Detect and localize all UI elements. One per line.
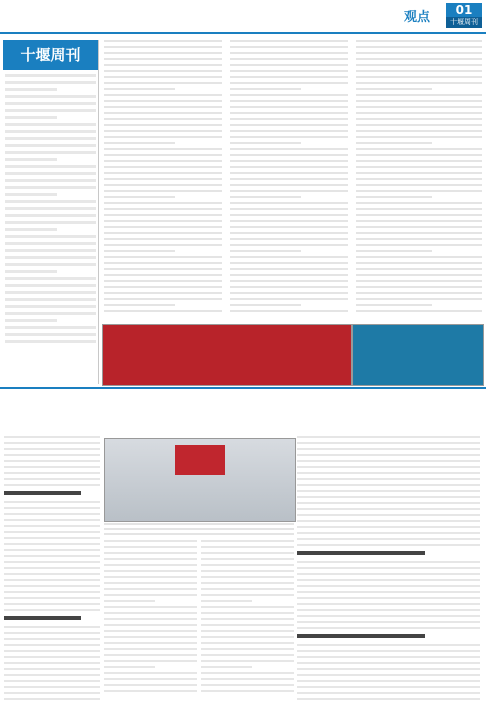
text-line	[104, 232, 222, 234]
text-line	[230, 40, 348, 42]
text-line	[104, 46, 222, 48]
text-line	[356, 256, 482, 258]
text-line	[201, 582, 294, 584]
text-line	[201, 678, 294, 680]
text-line	[356, 166, 482, 168]
page-number-badge: 01	[446, 3, 482, 17]
text-line	[230, 70, 348, 72]
text-line	[297, 454, 480, 456]
text-line	[230, 286, 348, 288]
text-line	[104, 672, 197, 674]
text-line	[201, 606, 294, 608]
text-line	[297, 532, 480, 534]
text-line	[297, 478, 480, 480]
text-line	[230, 208, 348, 210]
text-line	[356, 112, 482, 114]
text-line	[297, 567, 480, 569]
text-line	[297, 448, 480, 450]
text-line	[4, 478, 100, 480]
text-line	[4, 460, 100, 462]
text-line	[230, 256, 348, 258]
text-line	[230, 220, 348, 222]
text-line	[104, 202, 222, 204]
text-line	[104, 552, 197, 554]
article-body-column-left	[4, 436, 100, 700]
text-line	[201, 666, 252, 668]
text-line	[4, 656, 100, 658]
text-line	[356, 154, 482, 156]
text-line	[4, 686, 100, 688]
text-line	[356, 244, 482, 246]
advertisement-left	[102, 324, 352, 386]
text-line	[297, 436, 480, 438]
subheading-line	[297, 634, 425, 638]
text-line	[201, 690, 294, 692]
text-line	[104, 678, 197, 680]
text-line	[4, 442, 100, 444]
text-line	[104, 172, 222, 174]
text-line	[356, 286, 482, 288]
text-line	[297, 668, 480, 670]
text-line	[230, 232, 348, 234]
text-line	[356, 238, 482, 240]
text-line	[356, 40, 482, 42]
text-line	[230, 100, 348, 102]
text-line	[230, 298, 348, 300]
text-line	[356, 82, 482, 84]
text-line	[201, 576, 294, 578]
text-line	[297, 591, 480, 593]
text-line	[356, 100, 482, 102]
article-photo	[104, 438, 296, 522]
subheading-line	[297, 551, 425, 555]
text-line	[297, 490, 480, 492]
text-line	[104, 660, 197, 662]
text-line	[4, 644, 100, 646]
top-article-column-1	[104, 40, 222, 320]
text-line	[104, 523, 294, 525]
text-line	[230, 190, 348, 192]
text-line	[104, 64, 222, 66]
text-line	[104, 594, 197, 596]
text-line	[104, 310, 222, 312]
text-line	[356, 130, 482, 132]
text-line	[104, 76, 222, 78]
text-line	[4, 674, 100, 676]
text-line	[356, 178, 482, 180]
text-line	[297, 460, 480, 462]
text-line	[4, 632, 100, 634]
text-line	[4, 662, 100, 664]
text-line	[297, 615, 480, 617]
text-line	[297, 680, 480, 682]
text-line	[104, 124, 222, 126]
text-line	[230, 46, 348, 48]
text-line	[104, 196, 175, 198]
text-line	[230, 166, 348, 168]
text-line	[104, 220, 222, 222]
text-line	[230, 310, 348, 312]
text-line	[201, 564, 294, 566]
photo-caption	[104, 523, 294, 537]
top-article-column-2	[230, 40, 348, 320]
text-line	[230, 58, 348, 60]
text-line	[104, 654, 197, 656]
text-line	[4, 591, 100, 593]
text-line	[104, 684, 197, 686]
text-line	[104, 298, 222, 300]
text-line	[4, 519, 100, 521]
text-line	[104, 136, 222, 138]
text-line	[4, 531, 100, 533]
text-line	[297, 496, 480, 498]
text-line	[201, 570, 294, 572]
text-line	[356, 310, 482, 312]
text-line	[201, 612, 294, 614]
text-line	[4, 484, 100, 486]
top-article-column-3	[356, 40, 482, 320]
text-line	[104, 618, 197, 620]
text-line	[297, 579, 480, 581]
text-line	[297, 442, 480, 444]
article-body-column-mid-1	[104, 540, 197, 700]
text-line	[201, 558, 294, 560]
text-line	[104, 280, 222, 282]
text-line	[356, 304, 432, 306]
text-line	[297, 520, 480, 522]
text-line	[230, 202, 348, 204]
text-line	[356, 280, 482, 282]
text-line	[356, 172, 482, 174]
text-line	[104, 304, 175, 306]
text-line	[104, 142, 175, 144]
text-line	[104, 558, 197, 560]
text-line	[4, 555, 100, 557]
text-line	[104, 58, 222, 60]
text-line	[356, 136, 482, 138]
text-line	[356, 88, 432, 90]
text-line	[104, 606, 197, 608]
text-line	[356, 94, 482, 96]
text-line	[356, 118, 482, 120]
text-line	[201, 684, 294, 686]
subheading-line	[4, 491, 81, 495]
article-body-column-right	[297, 436, 480, 700]
text-line	[356, 190, 482, 192]
text-line	[230, 238, 348, 240]
text-line	[230, 262, 348, 264]
text-line	[104, 642, 197, 644]
text-line	[230, 130, 348, 132]
text-line	[4, 513, 100, 515]
text-line	[297, 627, 480, 629]
text-line	[104, 40, 222, 42]
text-line	[104, 612, 197, 614]
text-line	[230, 136, 348, 138]
text-line	[104, 582, 197, 584]
text-line	[230, 226, 348, 228]
text-line	[104, 154, 222, 156]
text-line	[356, 52, 482, 54]
text-line	[356, 184, 482, 186]
text-line	[356, 226, 482, 228]
text-line	[104, 690, 197, 692]
text-line	[356, 106, 482, 108]
text-line	[297, 674, 480, 676]
text-line	[104, 178, 222, 180]
text-line	[230, 118, 348, 120]
text-line	[104, 546, 197, 548]
text-line	[230, 154, 348, 156]
text-line	[297, 585, 480, 587]
text-line	[297, 686, 480, 688]
text-line	[356, 220, 482, 222]
text-line	[104, 292, 222, 294]
text-line	[356, 262, 482, 264]
text-line	[104, 630, 197, 632]
text-line	[230, 112, 348, 114]
text-line	[201, 660, 294, 662]
masthead-sidebar	[3, 40, 99, 384]
text-line	[104, 600, 155, 602]
text-line	[201, 630, 294, 632]
text-line	[356, 46, 482, 48]
paper-name-badge: 十堰周刊	[446, 17, 482, 28]
text-line	[4, 436, 100, 438]
text-line	[104, 576, 197, 578]
text-line	[356, 232, 482, 234]
text-line	[104, 528, 294, 530]
text-line	[104, 244, 222, 246]
text-line	[201, 648, 294, 650]
text-line	[201, 654, 294, 656]
text-line	[4, 525, 100, 527]
text-line	[4, 638, 100, 640]
section-divider	[0, 387, 486, 389]
text-line	[356, 124, 482, 126]
text-line	[104, 214, 222, 216]
text-line	[297, 514, 480, 516]
text-line	[4, 543, 100, 545]
text-line	[230, 52, 348, 54]
text-line	[104, 564, 197, 566]
text-line	[356, 70, 482, 72]
text-line	[4, 549, 100, 551]
text-line	[4, 585, 100, 587]
text-line	[104, 94, 222, 96]
text-line	[4, 692, 100, 694]
text-line	[230, 76, 348, 78]
text-line	[4, 609, 100, 611]
text-line	[230, 304, 301, 306]
text-line	[297, 466, 480, 468]
text-line	[356, 202, 482, 204]
text-line	[201, 588, 294, 590]
text-line	[297, 656, 480, 658]
text-line	[201, 594, 294, 596]
text-line	[230, 106, 348, 108]
text-line	[230, 148, 348, 150]
text-line	[104, 570, 197, 572]
text-line	[230, 268, 348, 270]
text-line	[230, 172, 348, 174]
text-line	[201, 600, 252, 602]
text-line	[230, 94, 348, 96]
text-line	[104, 208, 222, 210]
text-line	[230, 88, 301, 90]
text-line	[297, 502, 480, 504]
text-line	[356, 274, 482, 276]
text-line	[201, 552, 294, 554]
text-line	[356, 196, 432, 198]
text-line	[230, 124, 348, 126]
photo-banner	[175, 445, 225, 475]
text-line	[230, 64, 348, 66]
text-line	[104, 160, 222, 162]
text-line	[201, 636, 294, 638]
text-line	[104, 130, 222, 132]
text-line	[297, 508, 480, 510]
text-line	[104, 624, 197, 626]
text-line	[356, 268, 482, 270]
text-line	[297, 698, 480, 700]
text-line	[104, 588, 197, 590]
text-line	[104, 88, 175, 90]
text-line	[104, 190, 222, 192]
text-line	[356, 214, 482, 216]
text-line	[297, 526, 480, 528]
text-line	[230, 280, 348, 282]
text-line	[230, 160, 348, 162]
text-line	[104, 666, 155, 668]
text-line	[297, 621, 480, 623]
text-line	[297, 644, 480, 646]
text-line	[4, 567, 100, 569]
text-line	[4, 573, 100, 575]
text-line	[4, 626, 100, 628]
text-line	[4, 561, 100, 563]
text-line	[356, 142, 432, 144]
text-line	[104, 118, 222, 120]
text-line	[230, 196, 301, 198]
text-line	[104, 148, 222, 150]
text-line	[4, 698, 100, 700]
text-line	[356, 160, 482, 162]
text-line	[104, 286, 222, 288]
text-line	[356, 64, 482, 66]
text-line	[104, 533, 294, 535]
text-line	[230, 292, 348, 294]
text-line	[4, 507, 100, 509]
text-line	[104, 112, 222, 114]
text-line	[201, 642, 294, 644]
text-line	[104, 238, 222, 240]
text-line	[297, 662, 480, 664]
text-line	[297, 484, 480, 486]
text-line	[297, 472, 480, 474]
text-line	[104, 262, 222, 264]
text-line	[297, 538, 480, 540]
text-line	[104, 106, 222, 108]
text-line	[201, 618, 294, 620]
text-line	[297, 561, 480, 563]
text-line	[104, 226, 222, 228]
text-line	[4, 501, 100, 503]
text-line	[104, 184, 222, 186]
text-line	[201, 540, 294, 542]
page-header	[0, 0, 486, 34]
subheading-line	[4, 616, 81, 620]
text-line	[297, 544, 480, 546]
text-line	[230, 142, 301, 144]
text-line	[356, 298, 482, 300]
text-line	[104, 648, 197, 650]
text-line	[4, 680, 100, 682]
article-body-column-mid-2	[201, 540, 294, 700]
masthead-logo: 十堰周刊	[3, 40, 98, 70]
text-line	[4, 650, 100, 652]
text-line	[230, 274, 348, 276]
text-line	[230, 214, 348, 216]
text-line	[230, 178, 348, 180]
text-line	[4, 454, 100, 456]
text-line	[230, 82, 348, 84]
text-line	[104, 540, 197, 542]
text-line	[297, 692, 480, 694]
text-line	[201, 624, 294, 626]
text-line	[4, 603, 100, 605]
text-line	[356, 58, 482, 60]
text-line	[104, 70, 222, 72]
text-line	[201, 546, 294, 548]
text-line	[230, 184, 348, 186]
header-section-title: 观点	[404, 10, 431, 25]
text-line	[104, 166, 222, 168]
text-line	[356, 148, 482, 150]
advertisement-right	[352, 324, 484, 386]
text-line	[230, 244, 348, 246]
text-line	[104, 256, 222, 258]
text-line	[104, 250, 175, 252]
text-line	[4, 466, 100, 468]
text-line	[104, 100, 222, 102]
text-line	[104, 268, 222, 270]
text-line	[4, 472, 100, 474]
text-line	[4, 448, 100, 450]
text-line	[104, 636, 197, 638]
text-line	[356, 208, 482, 210]
text-line	[297, 603, 480, 605]
text-line	[297, 573, 480, 575]
text-line	[4, 668, 100, 670]
text-line	[4, 597, 100, 599]
text-line	[104, 82, 222, 84]
text-line	[297, 597, 480, 599]
text-line	[4, 537, 100, 539]
text-line	[297, 650, 480, 652]
text-line	[356, 292, 482, 294]
text-line	[297, 609, 480, 611]
text-line	[356, 76, 482, 78]
text-line	[4, 579, 100, 581]
text-line	[104, 52, 222, 54]
text-line	[201, 672, 294, 674]
text-line	[230, 250, 301, 252]
text-line	[104, 274, 222, 276]
text-line	[356, 250, 432, 252]
